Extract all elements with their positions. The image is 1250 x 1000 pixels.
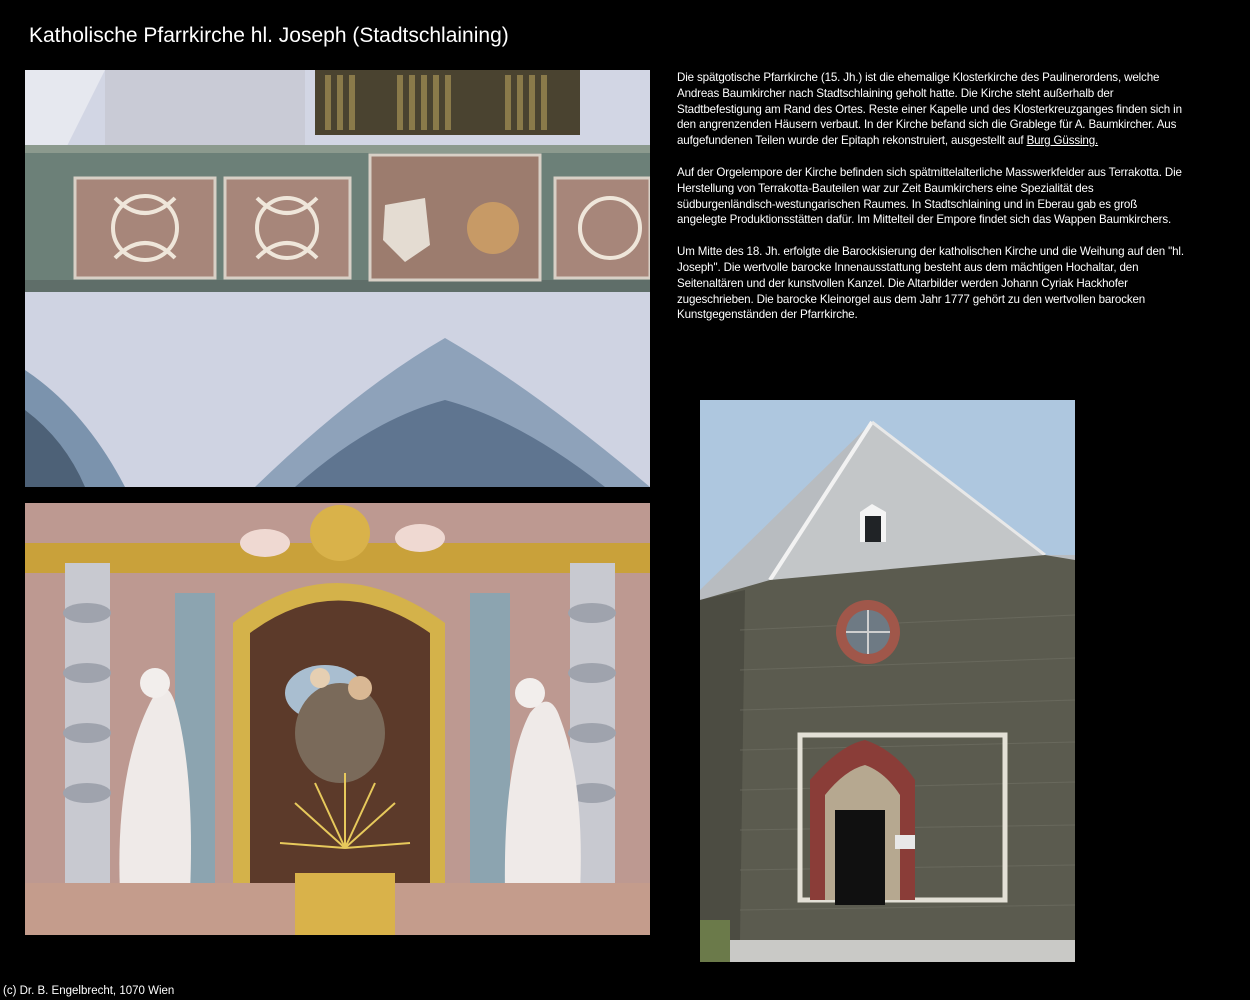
paragraph-history-text: Die spätgotische Pfarrkirche (15. Jh.) ist die ehemalige Klosterkirche des Paulinerordens, welche Andreas Baumkircher nach Stadtschlaining geholt hatte. Die Kirche steht außerhalb der Stadtbefestigung am Rand des Ortes. Reste einer Kapelle und des Klosterkreuzganges finden sich in den angrenzenden Häusern verbaut. In der Kirche befand sich die Grablege für A. Baumkircher. Aus aufgefundenen Teilen wurde der Epitaph rekonstruiert, ausgestellt auf bbox=[677, 71, 1182, 148]
page-title: Katholische Pfarrkirche hl. Joseph (Stadtschlaining) bbox=[29, 24, 509, 47]
organ-loft-photo[interactable] bbox=[25, 70, 650, 487]
copyright-footer: (c) Dr. B. Engelbrecht, 1070 Wien bbox=[3, 985, 175, 997]
paragraph-baroque: Um Mitte des 18. Jh. erfolgte die Barockisierung der katholischen Kirche und die Weihung auf den "hl. Joseph". Die wertvolle barocke Innenausstattung besteht aus dem mächtigen Hochaltar, den Seitenaltären und der kunstvollen Kanzel. Die Altarbilder werden Johann Cyriak Hackhofer zugeschrieben. Die barocke Kleinorgel aus dem Jahr 1777 gehört zu den wertvollen barocken Kunstgegenständen der Pfarrkirche. bbox=[677, 245, 1184, 322]
description-text bbox=[677, 70, 1189, 339]
paragraph-history bbox=[677, 70, 1189, 149]
paragraph-terracotta: Auf der Orgelempore der Kirche befinden sich spätmittelalterliche Masswerkfelder aus Terrakotta. Die Herstellung von Terrakotta-Bauteilen war zur Zeit Baumkirchers eine Spezialität des südburgenländisch-westungarischen Raumes. In Stadtschlaining und in Eberau gab es groß angelegte Produktionsstätten dafür. Im Mittelteil der Empore findet sich das Wappen Baumkirchers. bbox=[677, 165, 1182, 227]
church-facade-photo[interactable] bbox=[700, 400, 1075, 962]
high-altar-photo[interactable] bbox=[25, 503, 650, 935]
link-burg-guessing[interactable]: Burg Güssing. bbox=[1026, 134, 1099, 148]
